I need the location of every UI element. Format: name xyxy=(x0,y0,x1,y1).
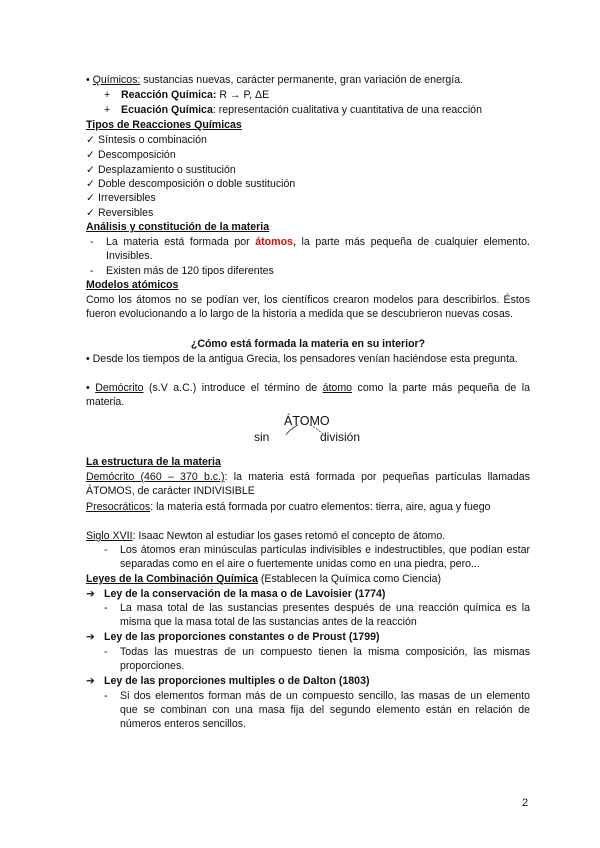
atomo-term: átomo xyxy=(322,382,353,394)
arrow-icon: ➔ xyxy=(86,675,95,687)
list-item xyxy=(86,206,153,220)
dash-marker: - xyxy=(104,602,108,614)
grecia-paragraph: • Desde los tiempos de la antigua Grecia, los pensadores venían haciéndose esta pregunta. xyxy=(86,353,518,365)
law-text: La masa total de las sustancias presentes después de una reacción química es la misma que la masa total de las sustancias antes de la reacción xyxy=(120,602,530,629)
atomo-word: ÁTOMO xyxy=(284,414,330,428)
democrito-estructura xyxy=(86,470,530,498)
analisis-item-1 xyxy=(106,235,530,263)
presocraticos-label: Presocráticos xyxy=(86,501,151,513)
list-item-text: Doble descomposición o doble sustitución xyxy=(98,178,296,190)
leyes-heading: Leyes de la Combinación Química xyxy=(86,573,258,585)
democrito-text: como la parte más pequeña de la materia. xyxy=(86,382,531,409)
list-item-text: Desplazamiento o sustitución xyxy=(98,164,236,176)
law-text: Si dos elementos forman más de un compuesto sencillo, las masas de un elemento que se combinan con una masa fija del segundo elemento están en relación de números enteros sencillos. xyxy=(120,690,530,731)
list-item xyxy=(86,148,176,162)
leyes-heading-rest: (Establecen la Química como Ciencia) xyxy=(257,573,442,585)
democrito-paragraph xyxy=(86,381,530,409)
democrito-estructura-text: : la materia está formada por pequeñas partículas llamadas ÁTOMOS, de carácter INDIVISIBLE xyxy=(86,471,531,498)
atomo-right: división xyxy=(320,430,361,444)
ecuacion-label: Ecuación Química xyxy=(121,104,213,116)
check-icon: ✓ xyxy=(86,192,95,204)
siglo-label: Siglo XVII xyxy=(86,530,133,542)
siglo-text: : Isaac Newton al estudiar los gases retomó el concepto de átomo. xyxy=(132,530,446,542)
quimicos-label: Químicos: xyxy=(92,74,141,86)
dash-marker: - xyxy=(90,236,94,248)
dash-marker: - xyxy=(104,646,108,658)
siglo-item: Los átomos eran minúsculas partículas indivisibles e indestructibles, que podían estar separadas como en el aire o fuertemente unidas como en una piedra, pero... xyxy=(120,544,530,571)
analisis-heading: Análisis y constitución de la materia xyxy=(86,221,270,233)
bullet: • xyxy=(86,382,96,394)
list-item xyxy=(86,133,207,147)
list-item xyxy=(86,177,295,191)
ecuacion-line xyxy=(121,103,482,117)
quimicos-line xyxy=(86,73,463,87)
law-title: Ley de las proporciones multiples o de Dalton (1803) xyxy=(104,675,370,687)
plus-marker: + xyxy=(104,104,111,116)
democrito-label: Demócrito (460 – 370 b.c.) xyxy=(86,471,225,483)
list-item xyxy=(86,163,236,177)
modelos-heading: Modelos atómicos xyxy=(86,279,179,291)
plus-marker: + xyxy=(104,89,111,101)
law-title: Ley de la conservación de la masa o de Lavoisier (1774) xyxy=(104,588,386,600)
democrito-link: Demócrito xyxy=(95,382,144,394)
check-icon: ✓ xyxy=(86,134,95,146)
check-icon: ✓ xyxy=(86,149,95,161)
list-item-text: Síntesis o combinación xyxy=(98,134,207,146)
atomos-highlight: átomos, xyxy=(255,236,296,248)
question-heading: ¿Cómo está formada la materia en su interior? xyxy=(190,338,426,350)
check-icon: ✓ xyxy=(86,207,95,219)
tipos-heading: Tipos de Reacciones Químicas xyxy=(86,119,242,131)
law-title: Ley de las proporciones constantes o de Proust (1799) xyxy=(104,631,380,643)
modelos-paragraph: Como los átomos no se podían ver, los científicos crearon modelos para describirlos. Éstos fueron evolucionando a lo largo de la historia a medida que se descubrieron nuevas cosas. xyxy=(86,294,530,321)
list-item-text: Irreversibles xyxy=(98,192,156,204)
presocraticos-text: : la materia está formada por cuatro elementos: tierra, aire, agua y fuego xyxy=(150,501,491,513)
list-item xyxy=(86,191,156,205)
presocraticos-line xyxy=(86,500,491,514)
dash-marker: - xyxy=(104,690,108,702)
dash-marker: - xyxy=(104,544,108,556)
list-item-text: Descomposición xyxy=(98,149,176,161)
democrito-text: (s.V a.C.) introduce el término de xyxy=(143,382,323,394)
bullet: • xyxy=(86,74,90,86)
list-item-text: Reversibles xyxy=(98,207,154,219)
leyes-heading-line xyxy=(86,572,441,586)
law-text: Todas las muestras de un compuesto tienen la misma composición, las mismas proporciones. xyxy=(120,646,530,673)
check-icon: ✓ xyxy=(86,178,95,190)
reaccion-label: Reacción Química: xyxy=(121,89,217,101)
page-number: 2 xyxy=(522,797,529,809)
atomo-left: sin xyxy=(254,430,270,444)
siglo-line xyxy=(86,529,445,543)
reaccion-text: R → P, ΔE xyxy=(216,89,270,101)
arrow-icon: ➔ xyxy=(86,588,95,600)
quimicos-text: sustancias nuevas, carácter permanente, gran variación de energía. xyxy=(140,74,464,86)
analisis-item-2: Existen más de 120 tipos diferentes xyxy=(106,265,274,277)
arrow-icon: ➔ xyxy=(86,631,95,643)
ecuacion-text: : representación cualitativa y cuantitativa de una reacción xyxy=(212,104,482,116)
dash-marker: - xyxy=(90,265,94,277)
analisis-text: La materia está formada por xyxy=(106,236,256,248)
analisis-text: la parte más pequeña de cualquier elemento. Invisibles. xyxy=(106,236,530,263)
check-icon: ✓ xyxy=(86,164,95,176)
reaccion-line xyxy=(121,88,269,102)
estructura-heading: La estructura de la materia xyxy=(86,456,221,468)
